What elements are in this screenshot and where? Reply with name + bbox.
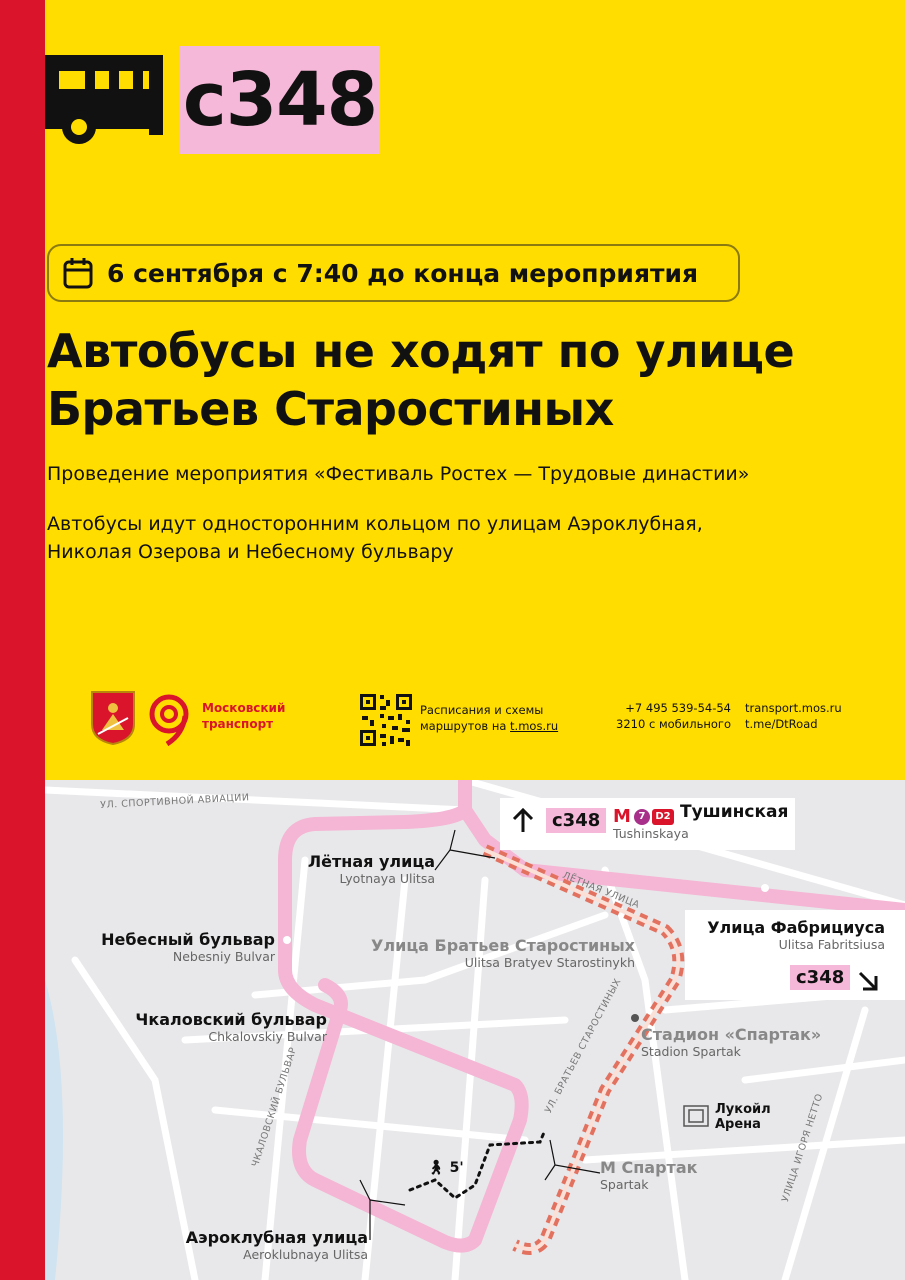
date-pill [47, 244, 740, 302]
mcd-d2-icon: D2 [652, 809, 674, 825]
tushinskaya-ru: Тушинская [680, 802, 789, 822]
stop-bratyev: Улица Братьев Старостиных Ulitsa Bratyev Starostinykh [371, 936, 635, 970]
logo-line1: Московский [202, 701, 286, 715]
qr-caption-line1: Расписания и схемы [420, 703, 544, 717]
reason-text: Проведение мероприятия «Фестиваль Ростех — Трудовые династии» [47, 463, 750, 485]
website-link[interactable]: transport.mos.ru [745, 701, 842, 715]
tushinskaya-route-tag: с348 [546, 808, 606, 833]
stop-nebesny: Небесный бульвар Nebesniy Bulvar [101, 930, 275, 964]
stop-fabritsiusa: Улица Фабрициуса Ulitsa Fabritsiusa [707, 918, 885, 952]
street-label-chkalovsky: ЧКАЛОВСКИЙ БУЛЬВАР [250, 1045, 300, 1169]
walk-time-label: 🚶︎ 5' [427, 1160, 464, 1176]
street-label-lyotnaya: ЛЁТНАЯ УЛИЦА [560, 870, 642, 911]
date-text: 6 сентября с 7:40 до конца мероприятия [107, 258, 699, 288]
metro-icon: M [600, 1158, 616, 1177]
detour-line1: Автобусы идут односторонним кольцом по улицам Аэроклубная, [47, 513, 703, 535]
street-label-sportivnoy: УЛ. СПОРТИВНОЙ АВИАЦИИ [100, 792, 250, 811]
qr-code-icon[interactable] [358, 692, 414, 748]
street-label-netto: УЛИЦА ИГОРЯ НЕТТО [780, 1092, 826, 1204]
logo-line2: транспорт [202, 717, 274, 731]
tushinskaya-box [500, 798, 795, 850]
metro-spartak: M Спартак Spartak [600, 1158, 698, 1192]
arrow-down-right-icon [857, 970, 879, 992]
footer [45, 690, 905, 750]
telegram-link[interactable]: t.me/DtRoad [745, 717, 818, 731]
tushinskaya-en: Tushinskaya [613, 826, 689, 841]
qr-caption-line2: маршрутов на [420, 719, 511, 733]
metro-line-7-icon: 7 [634, 809, 650, 825]
stop-chkalovsky: Чкаловский бульвар Chkalovskiy Bulvar [135, 1010, 327, 1044]
web-info [745, 700, 855, 732]
qr-caption [420, 702, 580, 734]
headline-line2: Братьев Старостиных [47, 382, 614, 436]
stop-stadion: Стадион «Спартак» Stadion Spartak [641, 1025, 822, 1059]
lukoil-arena-label: Лукойл Арена [715, 1102, 771, 1132]
detour-map [45, 780, 905, 1280]
fabritsiusa-box [685, 910, 905, 1000]
bus-icon [45, 55, 163, 145]
t-mos-link[interactable]: t.mos.ru [510, 719, 559, 733]
stop-aeroklubnaya: Аэроклубная улица Aeroklubnaya Ulitsa [185, 1228, 368, 1262]
detour-line2: Николая Озерова и Небесному бульвару [47, 541, 454, 563]
red-side-bar [0, 0, 45, 1280]
stop-lyotnaya: Лётная улица Lyotnaya Ulitsa [307, 852, 435, 886]
phone-number[interactable]: +7 495 539-54-54 [625, 701, 731, 715]
fabritsiusa-route-tag: с348 [790, 965, 850, 990]
walking-person-icon: 🚶︎ [427, 1160, 445, 1176]
headline-line1: Автобусы не ходят по улице [47, 324, 795, 378]
detour-text [47, 510, 817, 566]
calendar-icon [63, 257, 93, 289]
moscow-transport-logo-text [202, 700, 312, 732]
mobile-number[interactable]: 3210 с мобильного [616, 717, 731, 731]
route-number-badge: с348 [180, 46, 380, 154]
headline [47, 322, 837, 438]
arena-icon [683, 1105, 709, 1127]
arrow-up-icon [512, 808, 534, 834]
moscow-coat-of-arms-icon [90, 690, 136, 746]
metro-m-icon: M [613, 806, 631, 827]
moscow-transport-logo-icon [147, 694, 193, 746]
street-label-bratyev: УЛ. БРАТЬЕВ СТАРОСТИНЫХ [543, 976, 624, 1116]
phone-info [605, 700, 731, 732]
